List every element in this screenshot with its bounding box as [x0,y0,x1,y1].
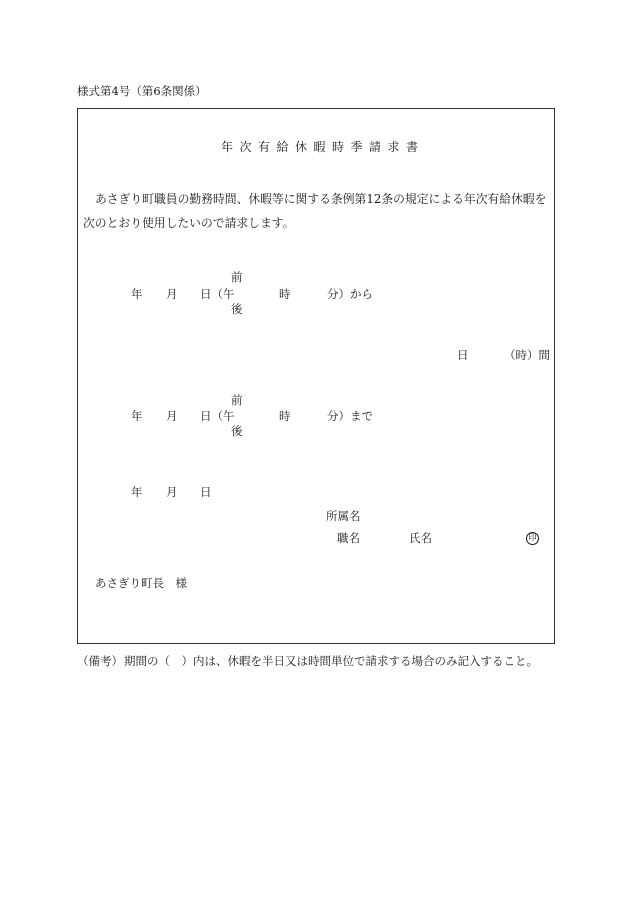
name-label: 氏名 [409,531,432,545]
to-hour-label: 時 [279,409,291,423]
addressee: あさぎり町長 様 [95,576,187,590]
to-day-label: 日（午 [200,409,235,423]
to-am-option: 前 [231,393,243,407]
seal-mark-icon: 印 [526,532,539,545]
to-pm-option: 後 [231,424,243,438]
remarks-label: （備考） [77,654,123,668]
from-month-label: 月 [166,287,178,301]
from-minute-label: 分）から [327,287,373,301]
to-year-label: 年 [131,409,143,423]
to-month-label: 月 [166,409,178,423]
request-form-box [77,108,555,644]
from-day-label: 日（午 [200,287,235,301]
from-am-option: 前 [231,270,243,284]
request-month-label: 月 [166,485,178,499]
duration-days-label: 日 [457,348,469,362]
duration-hours-label: （時）間 [504,348,550,362]
request-year-label: 年 [131,485,143,499]
from-pm-option: 後 [231,302,243,316]
form-title: 年次有給休暇時季請求書 [221,140,425,154]
request-day-label: 日 [200,485,212,499]
remarks-text: 期間の（ ）内は、休暇を半日又は時間単位で請求する場合のみ記入すること。 [124,654,538,668]
from-year-label: 年 [131,287,143,301]
form-number: 様式第4号（第6条関係） [77,84,207,98]
affiliation-label: 所属名 [326,509,361,523]
from-hour-label: 時 [279,287,291,301]
body-text-line-1: あさぎり町職員の勤務時間、休暇等に関する条例第12条の規定による年次有給休暇を [95,192,547,206]
body-text-line-2: 次のとおり使用したいので請求します。 [83,216,295,230]
to-minute-label: 分）まで [327,409,373,423]
position-label: 職名 [337,531,360,545]
